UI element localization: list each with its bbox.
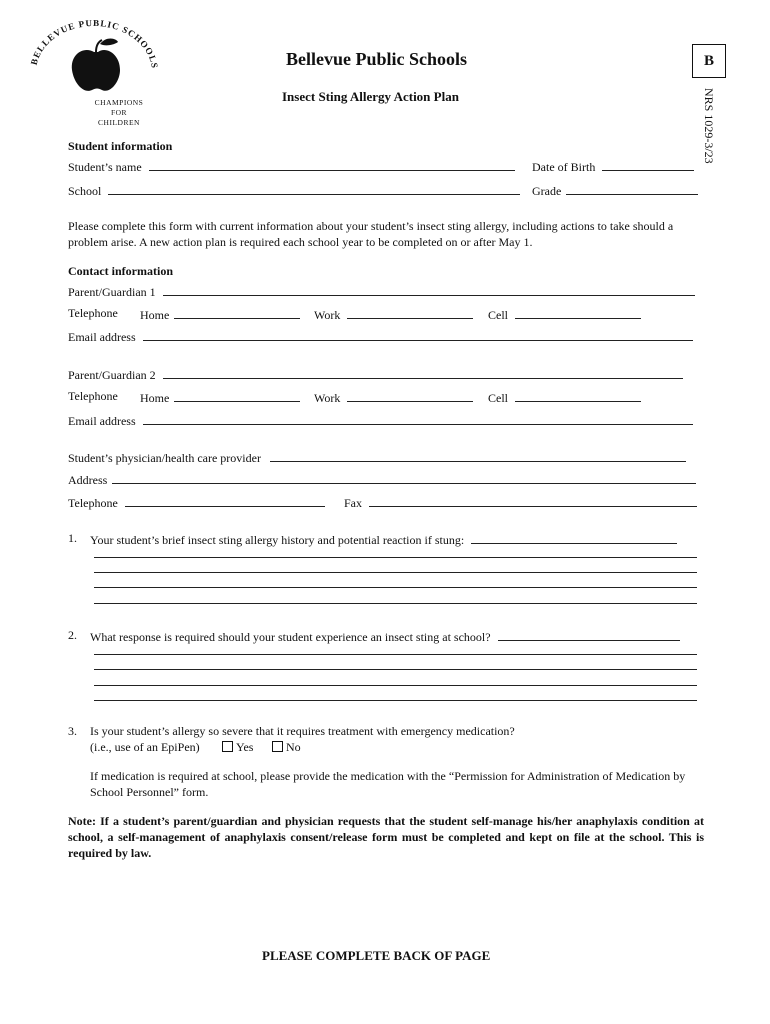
- fax-field[interactable]: [344, 494, 697, 511]
- q3-yes-option[interactable]: [222, 740, 253, 755]
- dob-label: Date of Birth: [532, 160, 596, 174]
- form-code: NRS 1029-3/23: [702, 88, 716, 164]
- logo-line3: CHILDREN: [98, 118, 140, 127]
- parent1-telephone-label: Telephone: [68, 306, 118, 320]
- intro-paragraph: Please complete this form with current information about your student’s insect sting allergy, including actions to take should a problem arise. A new action plan is required each school year to be completed on or after May 1.: [68, 219, 674, 249]
- dob-field[interactable]: [532, 158, 694, 175]
- q2-text: What response is required should your student experience an insect sting at school?: [90, 630, 491, 644]
- contact-info-heading: Contact information: [68, 264, 173, 278]
- home-label: Home: [140, 391, 170, 405]
- yes-label: Yes: [236, 740, 254, 754]
- no-label: No: [286, 740, 301, 754]
- telephone-label: Telephone: [68, 496, 118, 510]
- physician-label: Student’s physician/health care provider: [68, 451, 261, 465]
- school-label: School: [68, 184, 102, 198]
- no-checkbox[interactable]: [272, 741, 283, 752]
- q2-number: 2.: [68, 628, 77, 642]
- parent2-work-field[interactable]: [314, 389, 473, 406]
- q3-text: Is your student’s allergy so severe that it requires treatment with emergency medication?: [90, 724, 515, 738]
- q3-medication-note: If medication is required at school, please provide the medication with the “Permission for Administration of Medication by School Personnel” form.: [90, 769, 686, 799]
- q2-answer-line[interactable]: [94, 654, 697, 655]
- footer-instruction: PLEASE COMPLETE BACK OF PAGE: [262, 948, 491, 963]
- q3-subtext: (i.e., use of an EpiPen): [90, 740, 200, 754]
- q3-number: 3.: [68, 724, 77, 738]
- self-manage-note: Note: If a student’s parent/guardian and physician requests that the student self-manage his/her anaphylaxis condition at school, a self-management of anaphylaxis consent/release form must be completed and kept on file at the school. This is required by law.: [68, 814, 704, 860]
- physician-telephone-field[interactable]: [68, 494, 325, 511]
- q3-no-option[interactable]: [272, 740, 301, 755]
- student-info-heading: Student information: [68, 139, 173, 153]
- email-label: Email address: [68, 330, 136, 344]
- parent2-telephone-label: Telephone: [68, 389, 118, 403]
- parent2-label: Parent/Guardian 2: [68, 368, 156, 382]
- q1-answer-line[interactable]: [94, 587, 697, 588]
- form-subtitle: Insect Sting Allergy Action Plan: [282, 89, 459, 104]
- parent1-work-field[interactable]: [314, 306, 473, 323]
- parent1-field[interactable]: [68, 283, 695, 300]
- q1-text: Your student’s brief insect sting allergy history and potential reaction if stung:: [90, 533, 465, 547]
- q1-field[interactable]: [90, 531, 677, 548]
- cell-label: Cell: [488, 308, 508, 322]
- email-label: Email address: [68, 414, 136, 428]
- grade-field[interactable]: [532, 182, 698, 199]
- student-name-field[interactable]: [68, 158, 515, 175]
- q2-answer-line[interactable]: [94, 685, 697, 686]
- cell-label: Cell: [488, 391, 508, 405]
- q2-answer-line[interactable]: [94, 700, 697, 701]
- logo-line2: FOR: [110, 108, 128, 117]
- parent1-cell-field[interactable]: [488, 306, 641, 323]
- logo-arc-text: BELLEVUE PUBLIC SCHOOL: [28, 20, 158, 67]
- parent2-field[interactable]: [68, 366, 683, 383]
- home-label: Home: [140, 308, 170, 322]
- grade-label: Grade: [532, 184, 562, 198]
- parent1-label: Parent/Guardian 1: [68, 285, 156, 299]
- q2-answer-line[interactable]: [94, 669, 697, 670]
- school-field[interactable]: [68, 182, 520, 199]
- student-name-label: Student’s name: [68, 160, 142, 174]
- physician-field[interactable]: [68, 449, 686, 466]
- fax-label: Fax: [344, 496, 362, 510]
- school-logo: [28, 20, 158, 130]
- page-title: Bellevue Public Schools: [286, 49, 468, 69]
- address-label: Address: [68, 473, 108, 487]
- work-label: Work: [314, 391, 341, 405]
- parent1-email-field[interactable]: [68, 328, 693, 345]
- q1-answer-line[interactable]: [94, 572, 697, 573]
- form-letter-box: B: [692, 44, 726, 78]
- parent2-cell-field[interactable]: [488, 389, 641, 406]
- q1-answer-line[interactable]: [94, 603, 697, 604]
- work-label: Work: [314, 308, 341, 322]
- yes-checkbox[interactable]: [222, 741, 233, 752]
- address-field[interactable]: [68, 471, 696, 488]
- parent2-home-field[interactable]: [140, 389, 300, 406]
- logo-emblem: [28, 20, 158, 100]
- logo-line1: CHAMPIONS: [94, 98, 144, 107]
- q2-field[interactable]: [90, 628, 680, 645]
- q1-number: 1.: [68, 531, 77, 545]
- parent2-email-field[interactable]: [68, 412, 693, 429]
- parent1-home-field[interactable]: [140, 306, 300, 323]
- q1-answer-line[interactable]: [94, 557, 697, 558]
